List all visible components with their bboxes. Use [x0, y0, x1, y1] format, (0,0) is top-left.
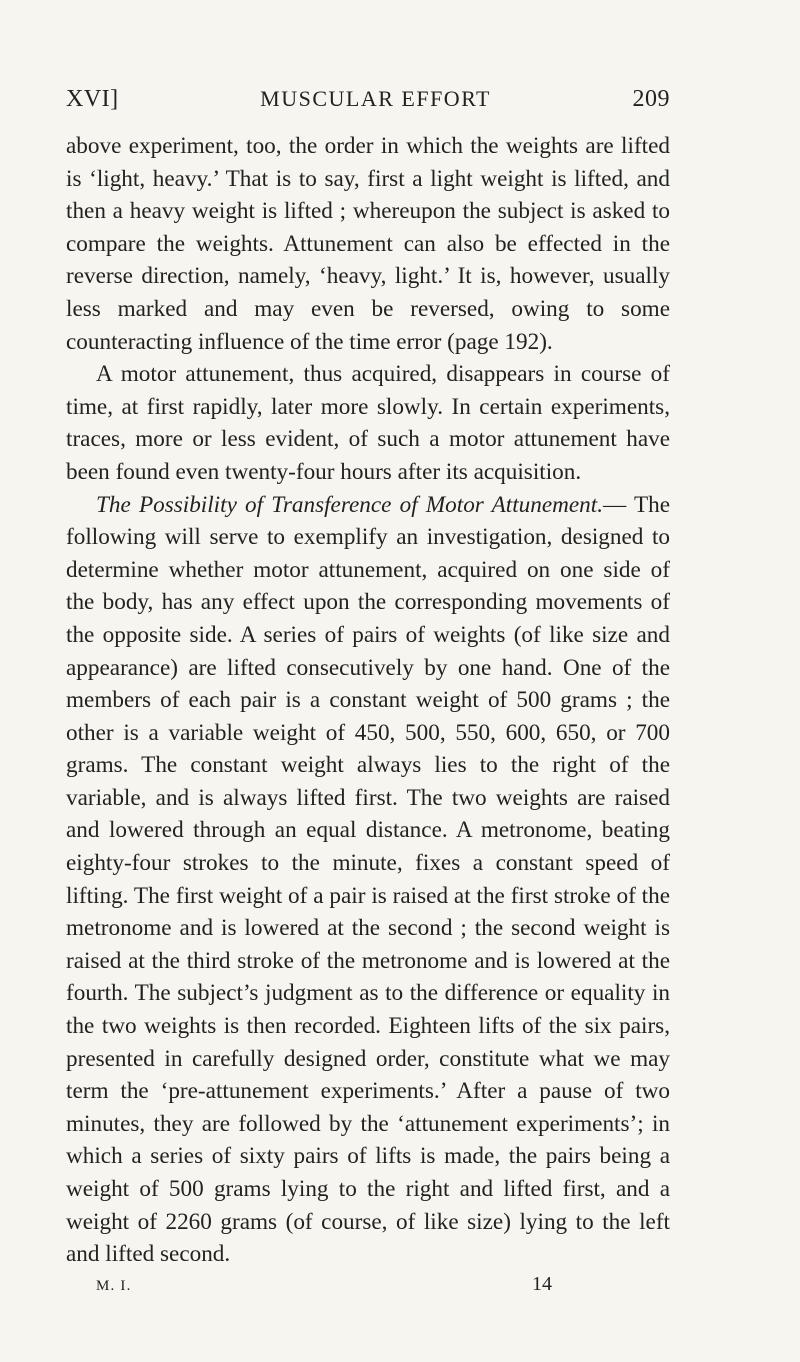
chapter-number: XVI]	[66, 86, 119, 112]
sheet-number: 14	[532, 1272, 552, 1295]
paragraph-attunement-decay: A motor attunement, thus acquired, disappears in course of time, at first rapidly, later more slowly. In certain experiments, traces, more or less evident, of such a motor attunement have been found even twenty-four hours after its acquisition.	[66, 361, 670, 485]
paragraph-transference-text: — The following will serve to exemplify an investigation, designed to determine whether motor attunement, acquired on one side of the body, has any effect upon the corresponding movements of the opposite side. A series of pairs of weights (of like size and appearance) are lifted consecutively by one hand. One of the members of each pair is a constant weight of 500 grams ; the other is a variable weight of 450, 500, 550, 600, 650, or 700 grams. The constant weight always lies to the right of the variable, and is always lifted first. The two weights are raised and lowered through an equal distance. A metronome, beating eighty-four strokes to the minute, fixes a constant speed of lifting. The first weight of a pair is raised at the first stroke of the metronome and is lowered at the second ; the second weight is raised at the third stroke of the metronome and is lowered at the fourth. The subject’s judgment as to the difference or equality in the two weights is then recorded. Eighteen lifts of the six pairs, presented in carefully designed order, constitute what we may term the ‘pre-attunement experiments.’ After a pause of two minutes, they are followed by the ‘attunement experiments’; in which a series of sixty pairs of lifts is made, the pairs being a weight of 500 grams lying to the right and lifted first, and a weight of 2260 grams (of course, of like size) lying to the left and lifted second.	[66, 491, 670, 1268]
running-title: MUSCULAR EFFORT	[260, 86, 491, 111]
signature-mark: M. I.	[96, 1277, 132, 1294]
section-heading: The Possibility of Transference of Motor Attunement.	[96, 491, 603, 518]
running-header	[66, 86, 670, 116]
paragraph-transference	[66, 489, 670, 1271]
page-footer	[66, 1273, 670, 1296]
body-text	[66, 130, 670, 1271]
book-page	[66, 86, 670, 1296]
paragraph-continuation: above experiment, too, the order in which the weights are lifted is ‘light, heavy.’ That is to say, first a light weight is lifted, and then a heavy weight is lifted ; whereupon the subject is asked to compare the weights. Attunement can also be effected in the reverse direction, namely, ‘heavy, light.’ It is, however, usually less marked and may even be reversed, owing to some counteracting influence of the time error (page 192).	[66, 133, 670, 355]
page-number: 209	[632, 86, 670, 112]
